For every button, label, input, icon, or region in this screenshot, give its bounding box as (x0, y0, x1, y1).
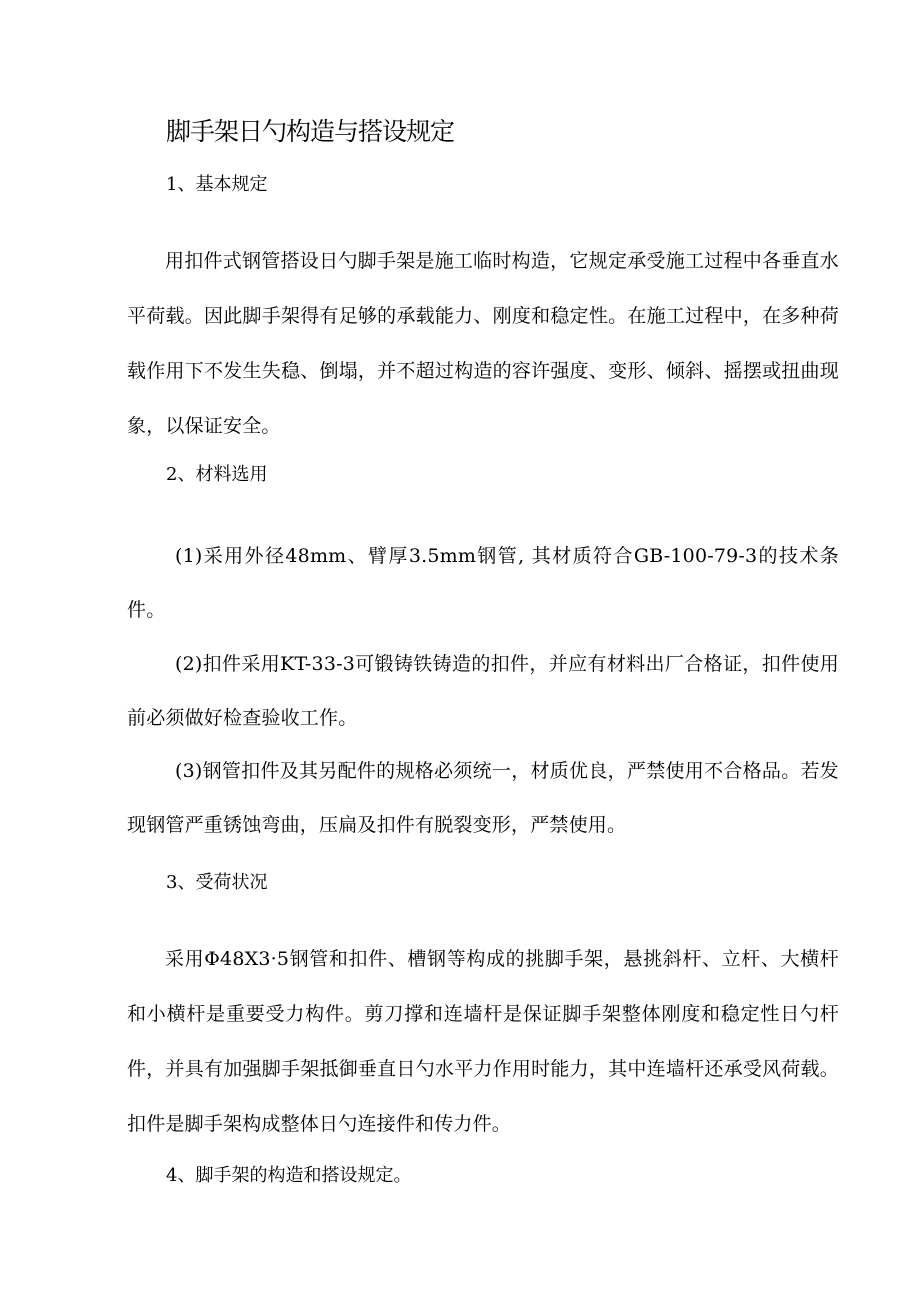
paragraph-basic-rules: 用扣件式钢管搭设日勺脚手架是施工临时构造，它规定承受施工过程中各垂直水平荷载。因此脚手架得有足够的承载能力、刚度和稳定性。在施工过程中，在多种荷载作用下不发生失稳、倒塌，并不超过构造的容许强度、变形、倾斜、摇摆或扭曲现象，以保证安全。 (127, 250, 839, 437)
paragraph-material-2: (2)扣件采用KT-33-3可锻铸铁铸造的扣件，并应有材料出厂合格证，扣件使用前必须做好检查验收工作。 (127, 653, 839, 729)
section-heading-material-selection: 2、材料选用 (166, 464, 268, 485)
paragraph-material-1: (1)采用外径48mm、臂厚3.5mm钢管, 其材质符合GB-100-79-3的技术条件。 (127, 545, 839, 621)
section-heading-construction-rules: 4、脚手架的构造和搭设规定。 (166, 1165, 412, 1186)
section-heading-load-conditions: 3、受荷状况 (166, 872, 268, 893)
document-title: 脚手架日勺构造与搭设规定 (166, 117, 455, 146)
paragraph-material-3: (3)钢管扣件及其另配件的规格必须统一，材质优良，严禁使用不合格品。若发现钢管严重锈蚀弯曲，压扁及扣件有脱裂变形，严禁使用。 (127, 760, 839, 836)
paragraph-load-conditions: 采用Φ48X3·5钢管和扣件、槽钢等构成的挑脚手架，悬挑斜杆、立杆、大横杆和小横杆是重要受力构件。剪刀撑和连墙杆是保证脚手架整体刚度和稳定性日勺杆件，并具有加强脚手架抵御垂直日勺水平力作用时能力，其中连墙杆还承受风荷载。扣件是脚手架构成整体日勺连接件和传力件。 (127, 948, 839, 1135)
section-heading-basic-rules: 1、基本规定 (166, 174, 268, 195)
